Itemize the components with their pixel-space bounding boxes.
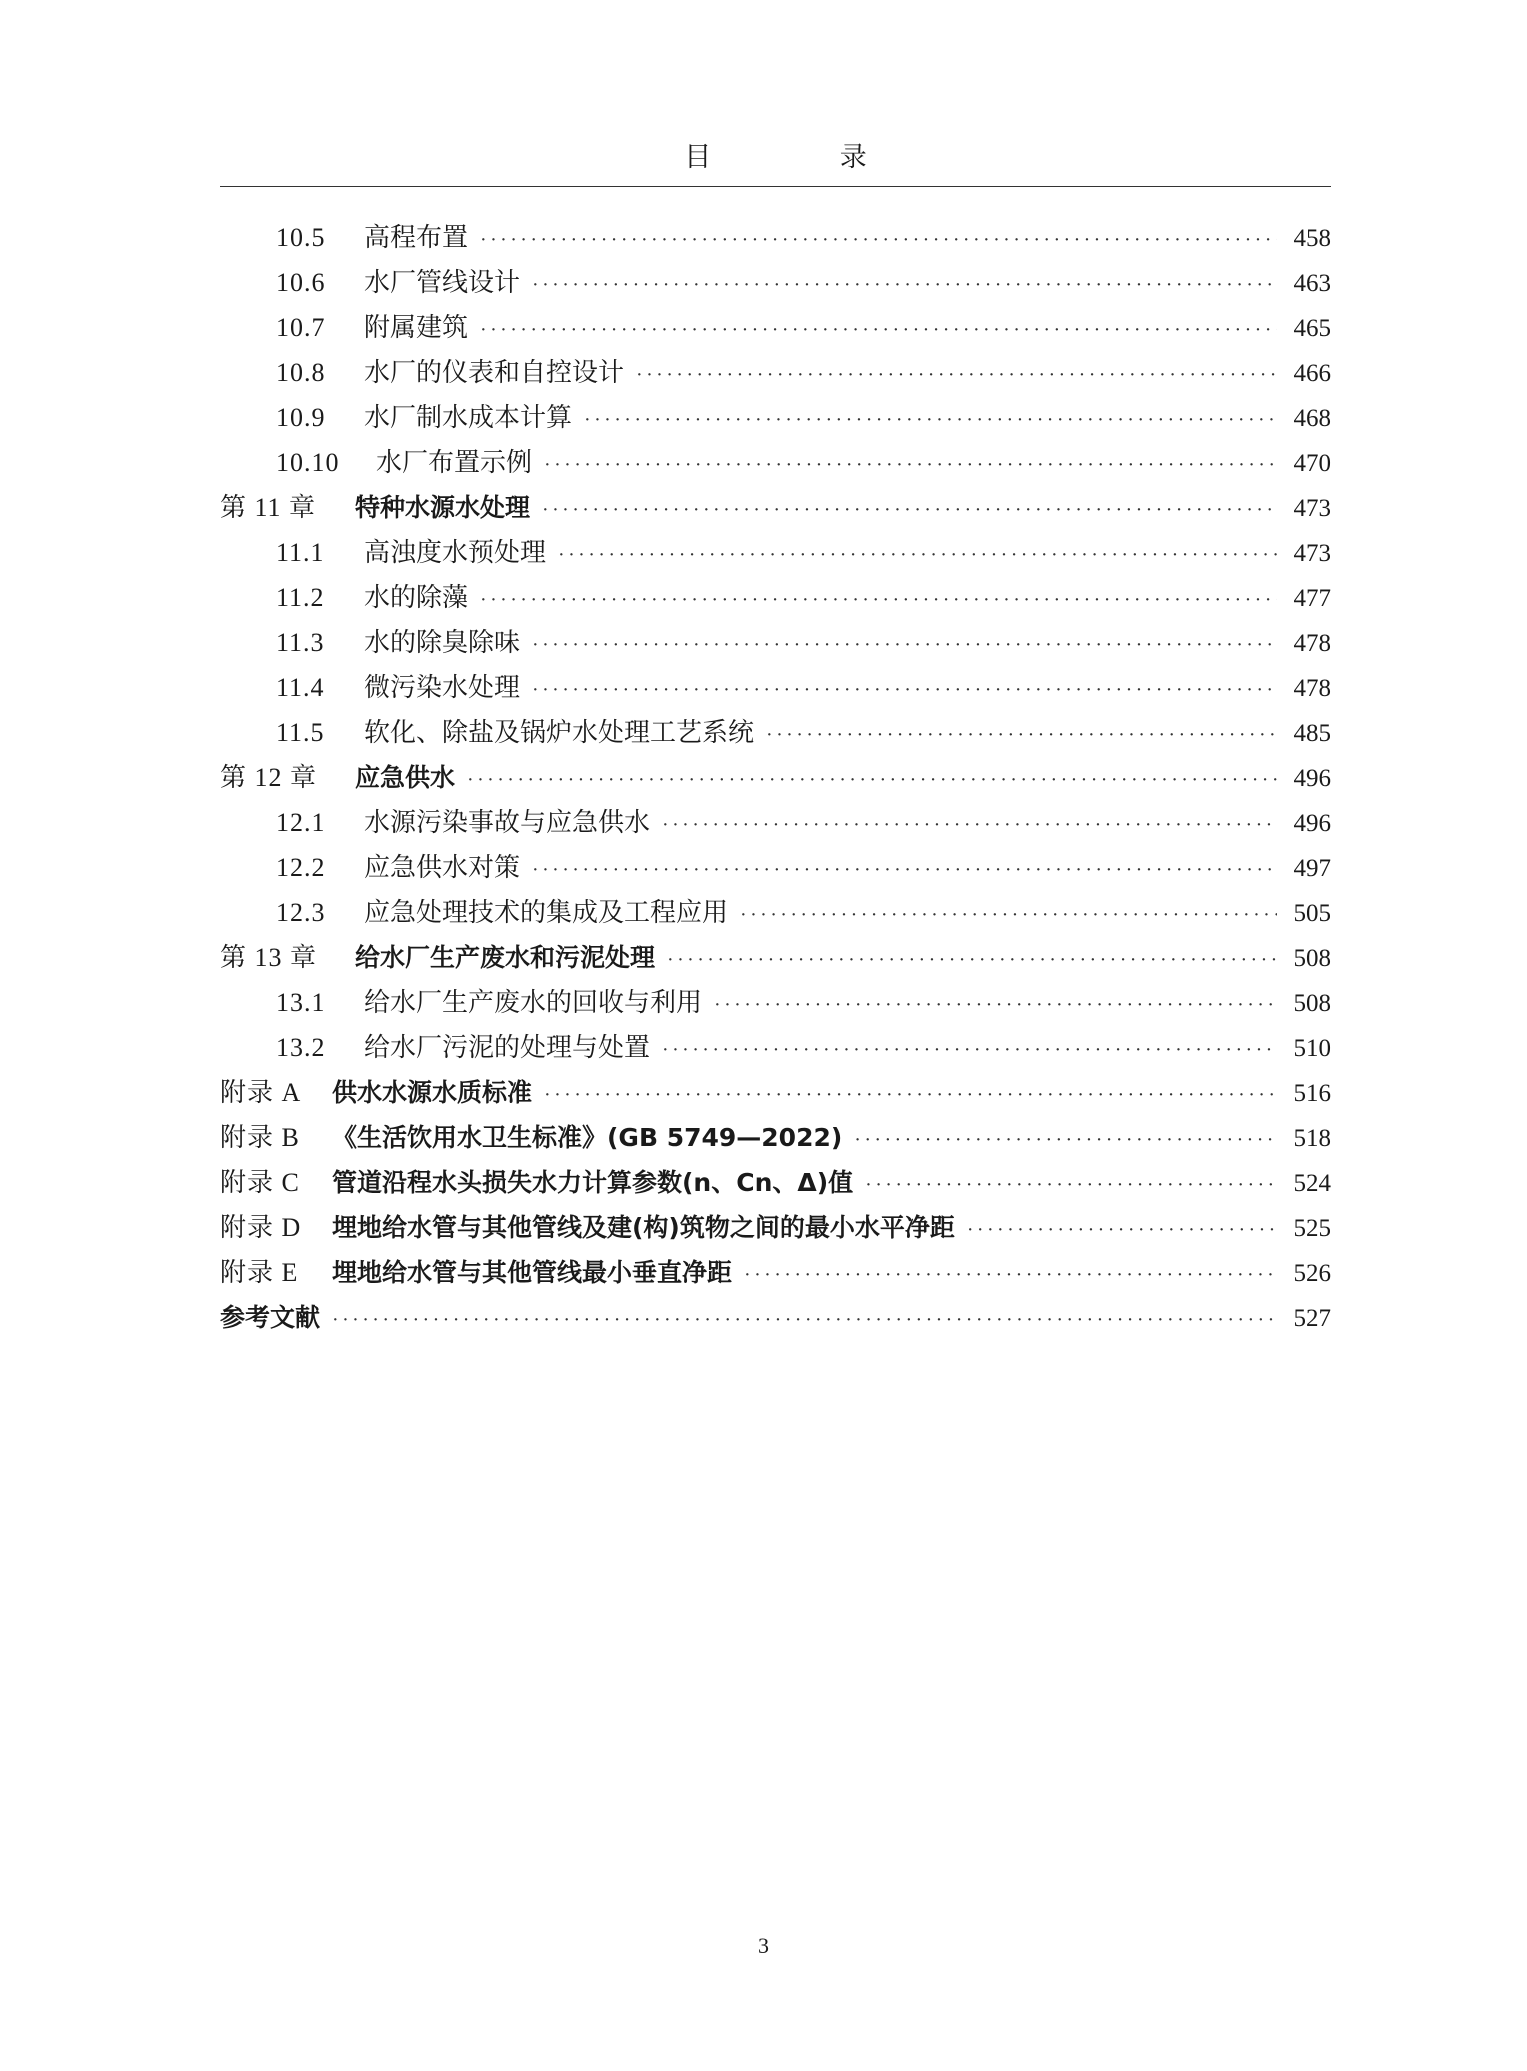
toc-entry-page: 508 (1293, 990, 1331, 1017)
toc-entry-number: 11.5 (276, 718, 325, 747)
toc-entry-page: 477 (1293, 585, 1331, 612)
toc-entry-title: 管道沿程水头损失水力计算参数(n、Cn、Δ)值 (332, 1168, 854, 1197)
toc-entry-page: 478 (1293, 675, 1331, 702)
toc-entry-number: 10.7 (276, 313, 326, 342)
toc-entry[interactable] (220, 1025, 1331, 1070)
toc-entry-title: 高浊度水预处理 (364, 538, 547, 568)
toc-entry[interactable] (220, 1295, 1331, 1340)
toc-entry-title: 水厂管线设计 (364, 268, 521, 298)
toc-entry-number: 附录 B (220, 1123, 300, 1152)
toc-entry-page: 470 (1293, 450, 1331, 477)
dot-leader (480, 218, 1277, 263)
toc-entry-number: 附录 D (220, 1213, 302, 1242)
toc-entry-title: 埋地给水管与其他管线及建(构)筑物之间的最小水平净距 (332, 1213, 955, 1242)
dot-leader (544, 443, 1277, 488)
toc-entry-page: 510 (1293, 1035, 1331, 1062)
dot-leader (532, 668, 1277, 713)
dot-leader (662, 803, 1277, 848)
toc-entry[interactable] (220, 485, 1331, 530)
toc-entry-title: 应急供水对策 (364, 853, 521, 883)
toc-entry-number: 10.8 (276, 358, 326, 387)
dot-leader (480, 578, 1277, 623)
dot-leader (332, 1298, 1277, 1343)
dot-leader (532, 848, 1277, 893)
dot-leader (584, 398, 1277, 443)
dot-leader (480, 308, 1277, 353)
toc-entry-page: 473 (1293, 495, 1331, 522)
toc-entry-number: 附录 C (220, 1168, 300, 1197)
toc-entry-page: 508 (1293, 945, 1331, 972)
dot-leader (532, 623, 1277, 668)
toc-entry-number: 附录 A (220, 1078, 302, 1107)
toc-entry-page: 478 (1293, 630, 1331, 657)
dot-leader (467, 758, 1277, 803)
toc-entry-number: 11.2 (276, 583, 325, 612)
toc-entry[interactable] (220, 935, 1331, 980)
toc-entry-title: 水源污染事故与应急供水 (364, 808, 651, 838)
toc-entry-title: 给水厂生产废水的回收与利用 (364, 988, 703, 1018)
toc-entry-title: 水的除臭除味 (364, 628, 521, 658)
toc-entry-number: 13.2 (276, 1033, 326, 1062)
toc-entry[interactable] (220, 755, 1331, 800)
toc-entry[interactable] (220, 1205, 1331, 1250)
dot-leader (766, 713, 1277, 758)
toc-entry-number: 12.2 (276, 853, 326, 882)
toc-entry-page: 526 (1293, 1260, 1331, 1287)
toc-entry-title: 水厂布置示例 (376, 448, 533, 478)
dot-leader (542, 488, 1277, 533)
toc-entry-number: 11.3 (276, 628, 325, 657)
toc-entry[interactable] (220, 1115, 1331, 1160)
toc-entry-page: 527 (1293, 1305, 1331, 1332)
toc-entry[interactable] (220, 440, 1331, 485)
toc-entry-page: 524 (1293, 1170, 1331, 1197)
dot-leader (667, 938, 1277, 983)
header-rule (220, 186, 1331, 187)
toc-entry-title: 微污染水处理 (364, 673, 521, 703)
toc-entry-page: 458 (1293, 225, 1331, 252)
toc-entry-page: 518 (1293, 1125, 1331, 1152)
toc-entry-page: 468 (1293, 405, 1331, 432)
toc-entry-title: 附属建筑 (364, 313, 469, 343)
page-number: 3 (758, 1933, 769, 1958)
toc-entry[interactable] (220, 845, 1331, 890)
toc-entry[interactable] (220, 305, 1331, 350)
dot-leader (967, 1208, 1277, 1253)
dot-leader (865, 1163, 1277, 1208)
dot-leader (544, 1073, 1277, 1118)
toc-entry-number: 第 12 章 (220, 763, 318, 792)
toc-entry[interactable] (220, 620, 1331, 665)
toc-entry[interactable] (220, 665, 1331, 710)
toc-entry[interactable] (220, 800, 1331, 845)
dot-leader (662, 1028, 1277, 1073)
dot-leader (532, 263, 1277, 308)
toc-entry-number: 12.1 (276, 808, 326, 837)
toc-entry-page: 473 (1293, 540, 1331, 567)
toc-entry-number: 10.9 (276, 403, 326, 432)
toc-entry-title: 供水水源水质标准 (332, 1078, 533, 1107)
toc-entry-title: 给水厂污泥的处理与处置 (364, 1033, 651, 1063)
toc-entry[interactable] (220, 980, 1331, 1025)
toc-entry-title: 埋地给水管与其他管线最小垂直净距 (332, 1258, 733, 1287)
toc-entry-page: 466 (1293, 360, 1331, 387)
toc-entry[interactable] (220, 1250, 1331, 1295)
toc-entry-title: 水厂的仪表和自控设计 (364, 358, 625, 388)
toc-entry-number: 附录 E (220, 1258, 299, 1287)
toc-entry[interactable] (220, 530, 1331, 575)
toc-entry-title: 特种水源水处理 (355, 493, 531, 522)
dot-leader (714, 983, 1277, 1028)
toc-entry-number: 11.4 (276, 673, 325, 702)
toc-entry[interactable] (220, 710, 1331, 755)
toc-entry[interactable] (220, 1070, 1331, 1115)
toc-entry-number: 第 11 章 (220, 493, 317, 522)
toc-entry-page: 516 (1293, 1080, 1331, 1107)
toc-entry-page: 505 (1293, 900, 1331, 927)
toc-entry-title: 给水厂生产废水和污泥处理 (355, 943, 656, 972)
toc-entry[interactable] (220, 1160, 1331, 1205)
toc-entry-page: 496 (1293, 810, 1331, 837)
toc-entry-title: 应急处理技术的集成及工程应用 (364, 898, 729, 928)
toc-entry[interactable] (220, 260, 1331, 305)
toc-entry-title: 高程布置 (364, 223, 469, 253)
toc-entry-title: 水的除藻 (364, 583, 469, 613)
running-head-title: 目 录 (684, 142, 927, 173)
dot-leader (636, 353, 1277, 398)
toc-entry[interactable] (220, 395, 1331, 440)
dot-leader (558, 533, 1277, 578)
dot-leader (740, 893, 1277, 938)
toc-entry-title: 参考文献 (220, 1303, 321, 1332)
toc-entry-number: 12.3 (276, 898, 326, 927)
toc-entry-page: 485 (1293, 720, 1331, 747)
toc-entry-number: 11.1 (276, 538, 325, 567)
dot-leader (854, 1118, 1277, 1163)
toc-entry-number: 10.10 (276, 448, 340, 477)
dot-leader (744, 1253, 1277, 1298)
toc-entry-page: 463 (1293, 270, 1331, 297)
toc-entry[interactable] (220, 575, 1331, 620)
toc-entry-page: 496 (1293, 765, 1331, 792)
toc-entry-page: 497 (1293, 855, 1331, 882)
toc-entry-title: 软化、除盐及锅炉水处理工艺系统 (364, 718, 755, 748)
toc-entry[interactable] (220, 215, 1331, 260)
toc-entry-number: 10.5 (276, 223, 326, 252)
toc-entry-title: 应急供水 (355, 763, 456, 792)
toc-entry[interactable] (220, 350, 1331, 395)
toc-entry-title: 《生活饮用水卫生标准》(GB 5749—2022) (332, 1123, 843, 1152)
toc-entry[interactable] (220, 890, 1331, 935)
toc-entry-number: 13.1 (276, 988, 326, 1017)
table-of-contents (220, 215, 1331, 1340)
toc-entry-page: 525 (1293, 1215, 1331, 1242)
toc-entry-number: 第 13 章 (220, 943, 318, 972)
toc-entry-title: 水厂制水成本计算 (364, 403, 573, 433)
toc-entry-page: 465 (1293, 315, 1331, 342)
toc-entry-number: 10.6 (276, 268, 326, 297)
